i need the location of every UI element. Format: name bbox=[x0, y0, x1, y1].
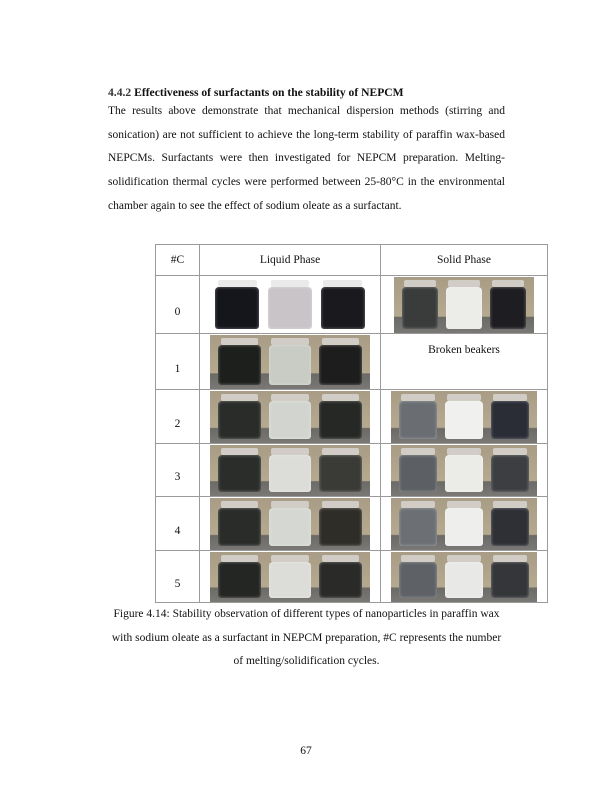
jar-sample-2 bbox=[445, 401, 484, 439]
jar-sample-1 bbox=[399, 508, 438, 546]
jar-sample-2 bbox=[269, 345, 312, 385]
jar-sample-1 bbox=[218, 345, 261, 385]
jar-sample-3 bbox=[491, 508, 530, 546]
cycle-cell: 5 bbox=[156, 551, 200, 603]
liquid-phase-photo bbox=[210, 445, 370, 496]
jar-sample-3 bbox=[491, 562, 530, 598]
cycle-cell: 1 bbox=[156, 334, 200, 390]
liquid-phase-cell bbox=[200, 444, 381, 497]
jar-sample-2 bbox=[445, 562, 484, 598]
jar-sample-2 bbox=[445, 508, 484, 546]
jar-sample-2 bbox=[269, 401, 312, 439]
jar-sample-3 bbox=[491, 401, 530, 439]
table-row bbox=[156, 551, 548, 603]
jar-sample-1 bbox=[218, 508, 261, 546]
section-number: 4.4.2 bbox=[108, 86, 132, 99]
solid-phase-cell bbox=[381, 497, 548, 551]
liquid-phase-cell bbox=[200, 497, 381, 551]
table-row bbox=[156, 276, 548, 334]
section-heading bbox=[108, 86, 404, 99]
jar-sample-3 bbox=[491, 455, 530, 492]
section-title: Effectiveness of surfactants on the stability of NEPCM bbox=[134, 86, 404, 99]
jar-sample-2 bbox=[268, 287, 312, 329]
figure-caption: Figure 4.14: Stability observation of different types of nanoparticles in paraffin wax with sodium oleate as a surfactant in NEPCM preparation, #C represents the number of melting/solidification cycles. bbox=[111, 608, 502, 667]
solid-phase-cell bbox=[381, 551, 548, 603]
jar-sample-3 bbox=[319, 562, 362, 598]
jar-sample-1 bbox=[218, 401, 261, 439]
table-header-row bbox=[156, 245, 548, 276]
solid-phase-cell bbox=[381, 276, 548, 334]
jar-sample-3 bbox=[319, 455, 362, 492]
table-row bbox=[156, 444, 548, 497]
solid-phase-cell bbox=[381, 390, 548, 444]
page-number: 67 bbox=[300, 745, 312, 757]
header-solid-phase: Solid Phase bbox=[381, 245, 548, 276]
jar-sample-3 bbox=[319, 345, 362, 385]
jar-sample-2 bbox=[445, 455, 484, 492]
jar-sample-1 bbox=[399, 455, 438, 492]
cycle-cell: 4 bbox=[156, 497, 200, 551]
table-row bbox=[156, 334, 548, 390]
jar-sample-1 bbox=[218, 455, 261, 492]
liquid-phase-cell bbox=[200, 276, 381, 334]
jar-sample-1 bbox=[218, 562, 261, 598]
solid-phase-photo bbox=[391, 391, 537, 443]
body-paragraph: The results above demonstrate that mechanical dispersion methods (stirring and sonication) are not sufficient to achieve the long-term stability of paraffin wax-based NEPCMs. Surfactants were then investigated for NEPCM preparation. Melting-solidification thermal cycles were performed between 25-80°C in the environmental chamber again to see the effect of sodium oleate as a surfactant. bbox=[108, 105, 505, 212]
solid-phase-photo bbox=[391, 445, 537, 496]
solid-phase-photo bbox=[394, 277, 534, 333]
header-cycle: #C bbox=[156, 245, 200, 276]
liquid-phase-photo bbox=[207, 277, 373, 333]
jar-sample-2 bbox=[269, 562, 312, 598]
jar-sample-3 bbox=[490, 287, 527, 329]
jar-sample-2 bbox=[446, 287, 483, 329]
jar-sample-2 bbox=[269, 455, 312, 492]
liquid-phase-cell bbox=[200, 551, 381, 603]
jar-sample-1 bbox=[402, 287, 439, 329]
solid-phase-cell bbox=[381, 444, 548, 497]
header-liquid-phase: Liquid Phase bbox=[200, 245, 381, 276]
liquid-phase-photo bbox=[210, 391, 370, 443]
jar-sample-2 bbox=[269, 508, 312, 546]
liquid-phase-photo bbox=[210, 498, 370, 550]
jar-sample-1 bbox=[215, 287, 259, 329]
solid-phase-photo bbox=[391, 498, 537, 550]
jar-sample-3 bbox=[321, 287, 365, 329]
jar-sample-1 bbox=[399, 401, 438, 439]
liquid-phase-photo bbox=[210, 335, 370, 389]
liquid-phase-cell bbox=[200, 390, 381, 444]
liquid-phase-photo bbox=[210, 552, 370, 602]
cycle-cell: 0 bbox=[156, 276, 200, 334]
stability-table bbox=[155, 244, 548, 603]
table-row bbox=[156, 497, 548, 551]
cycle-cell: 3 bbox=[156, 444, 200, 497]
jar-sample-3 bbox=[319, 508, 362, 546]
solid-phase-cell: Broken beakers bbox=[381, 334, 548, 390]
table-row bbox=[156, 390, 548, 444]
liquid-phase-cell bbox=[200, 334, 381, 390]
solid-phase-photo bbox=[391, 552, 537, 602]
jar-sample-3 bbox=[319, 401, 362, 439]
jar-sample-1 bbox=[399, 562, 438, 598]
cycle-cell: 2 bbox=[156, 390, 200, 444]
